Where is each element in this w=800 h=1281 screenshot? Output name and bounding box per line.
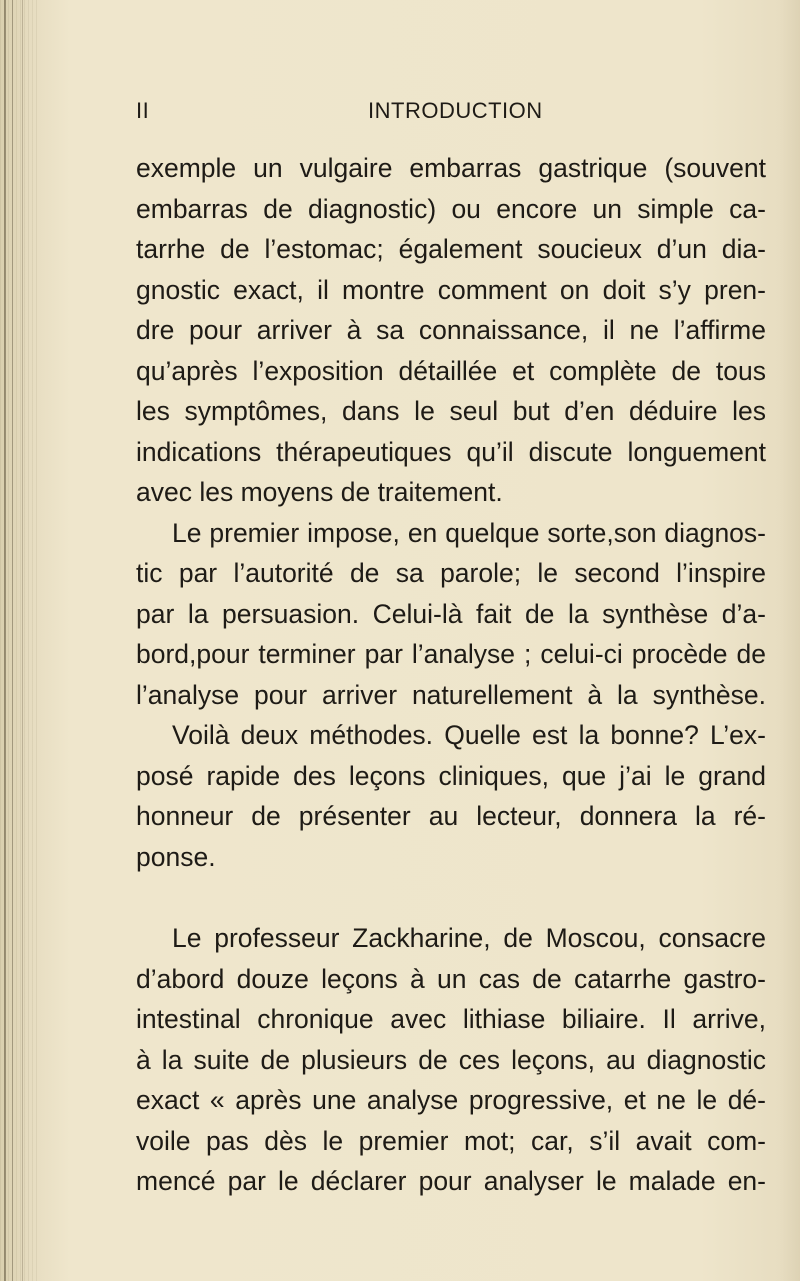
text-line: qu’après l’exposition détaillée et complète de tous xyxy=(136,355,766,386)
text-line: embarras de diagnostic) ou encore un simple ca- xyxy=(136,193,766,224)
page-number: II xyxy=(136,98,150,123)
text-line: posé rapide des leçons cliniques, que j’ai le grand xyxy=(136,760,766,791)
text-line: par la persuasion. Celui-là fait de la synthèse d’a- xyxy=(136,598,766,629)
text-line: voile pas dès le premier mot; car, s’il avait com- xyxy=(136,1125,766,1156)
text-line: ponse. xyxy=(136,841,216,872)
text-line: tic par l’autorité de sa parole; le second l’inspire xyxy=(136,558,766,588)
binding-edge-line xyxy=(12,0,13,1281)
text-line: exemple un vulgaire embarras gastrique (souvent xyxy=(136,153,766,183)
text-line: Voilà deux méthodes. Quelle est la bonne? L’ex- xyxy=(172,720,766,750)
running-title: INTRODUCTION xyxy=(368,98,543,123)
text-line: dre pour arriver à sa connaissance, il ne l’affirme xyxy=(136,315,766,345)
text-line: l’analyse pour arriver naturellement à la synthèse. xyxy=(136,679,766,710)
text-line: indications thérapeutiques qu’il discute longuement xyxy=(136,436,766,467)
text-line: avec les moyens de traitement. xyxy=(136,477,503,507)
page-binding xyxy=(0,0,38,1281)
text-line: honneur de présenter au lecteur, donnera la ré- xyxy=(136,801,766,831)
text-line: mencé par le déclarer pour analyser le malade en- xyxy=(136,1166,766,1196)
text-line: les symptômes, dans le seul but d’en déduire les xyxy=(136,396,766,426)
text-line: à la suite de plusieurs de ces leçons, au diagnostic xyxy=(136,1044,766,1075)
paragraph-gap xyxy=(136,877,766,918)
paragraph xyxy=(136,513,766,878)
binding-edge-line xyxy=(22,0,23,1281)
binding-edge-line xyxy=(4,0,6,1281)
body-text xyxy=(136,148,766,1202)
text-line: intestinal chronique avec lithiase biliaire. Il arrive, xyxy=(136,1004,766,1034)
paragraph xyxy=(136,148,766,513)
text-line: Le premier impose, en quelque sorte,son diagnos- xyxy=(172,517,766,548)
text-line: exact « après une analyse progressive, et ne le dé- xyxy=(136,1085,766,1115)
text-line: d’abord douze leçons à un cas de catarrhe gastro- xyxy=(136,963,766,994)
text-line: Le professeur Zackharine, de Moscou, consacre xyxy=(172,923,766,953)
text-line: gnostic exact, il montre comment on doit s’y pren- xyxy=(136,274,766,305)
text-line: tarrhe de l’estomac; également soucieux d’un dia- xyxy=(136,234,766,264)
page-header xyxy=(136,98,756,138)
paragraph xyxy=(136,918,766,1202)
text-line: bord,pour terminer par l’analyse ; celui-ci procède de xyxy=(136,639,766,669)
